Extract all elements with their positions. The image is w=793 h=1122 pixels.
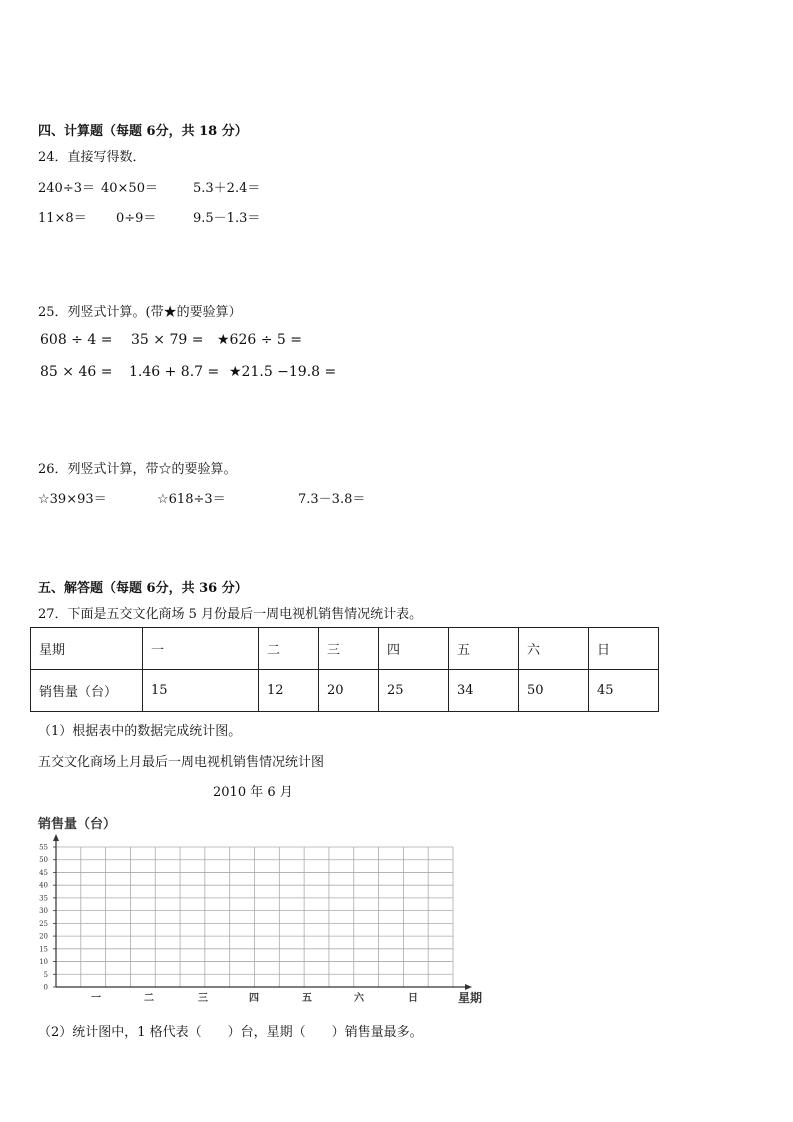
table-cell: 日 — [589, 628, 659, 670]
y-tick-label: 55 — [39, 843, 48, 852]
q26-eq-3: 7.3－3.8＝ — [298, 492, 366, 507]
q25-eq-1: 608 ÷ 4 = — [40, 332, 113, 348]
x-tick-labels — [91, 991, 418, 1004]
question-25-prompt: 25．列竖式计算。(带★的要验算） — [38, 305, 242, 320]
table-row-header: 销售量（台） — [31, 670, 143, 712]
y-tick-label: 10 — [39, 958, 48, 967]
q25-eq-5: 1.46 + 8.7 = — [129, 364, 220, 380]
table-cell: 20 — [319, 670, 379, 712]
chart-ylabel: 销售量（台） — [38, 817, 117, 832]
y-tick-label: 15 — [39, 945, 48, 954]
y-tick-label: 45 — [39, 868, 48, 877]
q25-eq-2: 35 × 79 = — [131, 332, 204, 348]
y-tick-labels — [39, 844, 56, 992]
y-axis-arrow — [53, 834, 59, 841]
chart-xlabel: 星期 — [458, 991, 483, 1005]
x-tick-label: 一 — [91, 993, 101, 1004]
question-26-prompt: 26．列竖式计算，带☆的要验算。 — [38, 462, 237, 477]
table-cell: 45 — [589, 670, 659, 712]
table-row — [31, 628, 659, 670]
x-tick-label: 三 — [198, 993, 208, 1004]
q24-eq-4: 11×8＝ — [38, 211, 87, 226]
x-tick-label: 四 — [249, 993, 259, 1004]
sales-table — [30, 627, 659, 712]
q25-eq-3: ★626 ÷ 5 = — [217, 332, 302, 348]
q24-eq-1: 240÷3＝ — [38, 181, 95, 196]
section-5-title: 五、解答题（每题 6分，共 36 分） — [38, 581, 248, 596]
table-cell: 50 — [519, 670, 589, 712]
chart-date: 2010 年 6 月 — [213, 785, 293, 800]
y-tick-label: 5 — [43, 970, 48, 979]
question-24-prompt: 24．直接写得数． — [38, 150, 146, 165]
table-cell: 12 — [259, 670, 319, 712]
q26-eq-2: ☆618÷3＝ — [157, 492, 226, 507]
q25-eq-4: 85 × 46 = — [40, 364, 113, 380]
bar-chart-grid — [0, 810, 793, 1040]
table-cell: 二 — [259, 628, 319, 670]
chart-axes — [53, 834, 472, 990]
x-tick-label: 日 — [408, 993, 418, 1004]
x-tick-label: 五 — [302, 993, 312, 1004]
y-tick-label: 40 — [39, 881, 48, 890]
table-cell: 15 — [143, 670, 259, 712]
x-axis-arrow — [465, 984, 472, 990]
y-tick-label: 25 — [39, 919, 48, 928]
y-tick-label: 20 — [39, 932, 48, 941]
table-cell: 三 — [319, 628, 379, 670]
q25-eq-6: ★21.5 −19.8 = — [229, 364, 337, 380]
section-4-title: 四、计算题（每题 6分，共 18 分） — [38, 124, 248, 139]
table-cell: 六 — [519, 628, 589, 670]
x-tick-label: 二 — [144, 993, 154, 1004]
q24-eq-2: 40×50＝ — [101, 181, 158, 196]
table-cell: 34 — [449, 670, 519, 712]
chart-title: 五交文化商场上月最后一周电视机销售情况统计图 — [38, 755, 325, 770]
q24-eq-3: 5.3＋2.4＝ — [193, 181, 261, 196]
question-27-prompt: 27．下面是五交文化商场 5 月份最后一周电视机销售情况统计表。 — [38, 607, 423, 622]
table-cell: 四 — [379, 628, 449, 670]
sub-question-1: （1）根据表中的数据完成统计图。 — [38, 724, 242, 739]
y-tick-label: 30 — [39, 907, 48, 916]
table-cell: 五 — [449, 628, 519, 670]
table-row-header: 星期 — [31, 628, 143, 670]
x-tick-label: 六 — [354, 993, 364, 1004]
q26-eq-1: ☆39×93＝ — [38, 492, 107, 507]
table-row — [31, 670, 659, 712]
table-cell: 一 — [143, 628, 259, 670]
table-cell: 25 — [379, 670, 449, 712]
y-tick-label: 50 — [39, 856, 48, 865]
y-tick-label: 0 — [43, 983, 48, 992]
q24-eq-6: 9.5－1.3＝ — [193, 211, 261, 226]
chart-grid — [56, 847, 453, 987]
y-tick-label: 35 — [39, 894, 48, 903]
sub-question-2: （2）统计图中，1 格代表（ ）台，星期（ ）销售量最多。 — [38, 1025, 423, 1040]
q24-eq-5: 0÷9＝ — [116, 211, 157, 226]
